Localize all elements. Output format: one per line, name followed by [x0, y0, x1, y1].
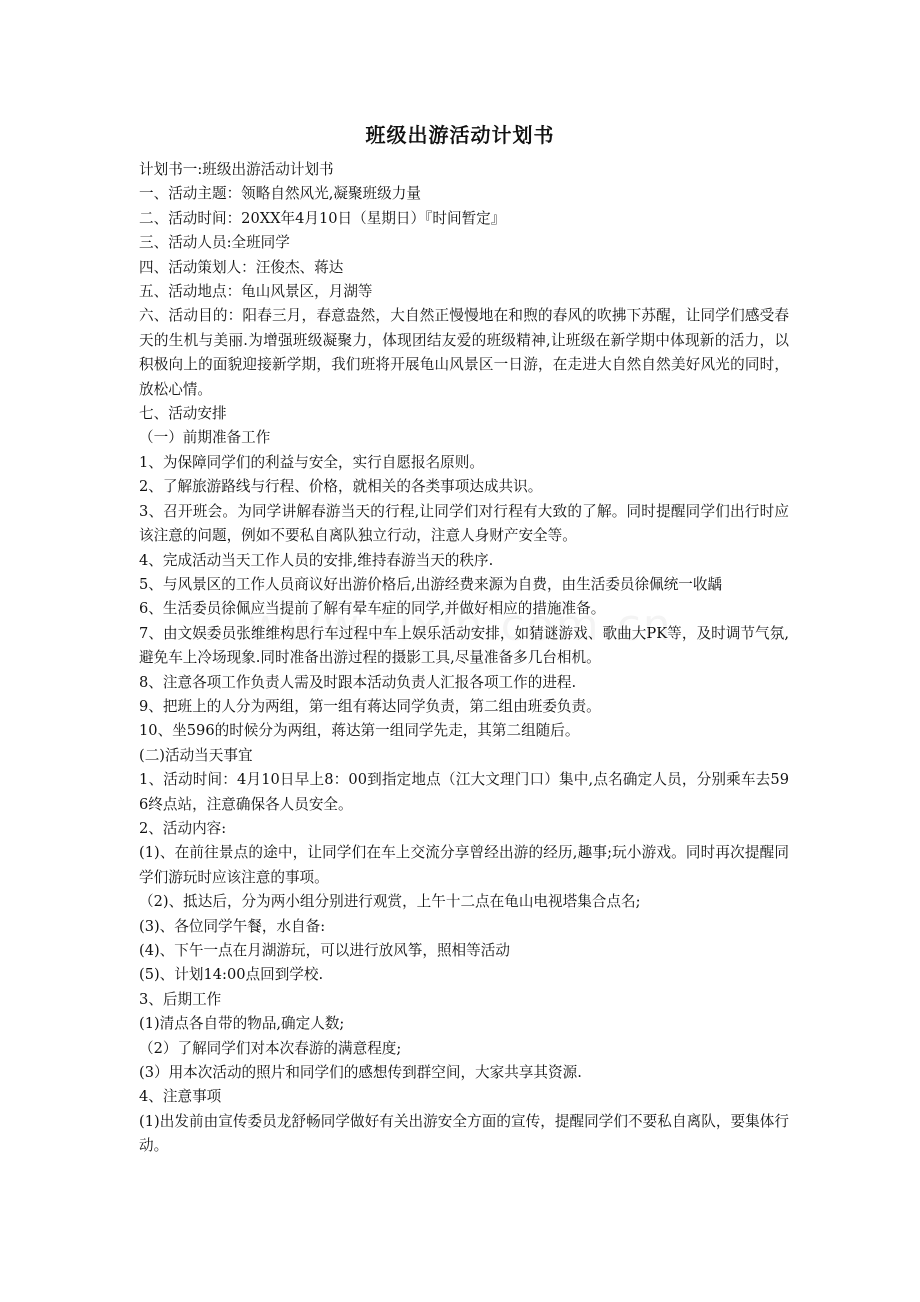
- paragraph: 一、活动主题：领略自然风光,凝聚班级力量: [139, 185, 421, 203]
- document-title: 班级出游活动计划书: [365, 123, 555, 147]
- paragraph: 6、生活委员徐佩应当提前了解有晕车症的同学,并做好相应的措施准备。: [139, 600, 606, 618]
- paragraph: 4、注意事项: [139, 1088, 222, 1106]
- paragraph: (1)出发前由宣传委员龙舒畅同学做好有关出游安全方面的宣传，提醒同学们不要私自离队，要集体行动。: [139, 1112, 789, 1155]
- paragraph: （2)、抵达后，分为两小组分别进行观赏，上午十二点在龟山电视塔集合点名;: [139, 893, 641, 911]
- paragraph: 2、了解旅游路线与行程、价格，就相关的各类事项达成共识。: [139, 478, 543, 496]
- paragraph: 二、活动时间：20XX年4月10日（星期日）『时间暂定』: [139, 209, 506, 227]
- paragraph: 2、活动内容:: [139, 819, 227, 837]
- paragraph: (1)清点各自带的物品,确定人数;: [139, 1015, 345, 1033]
- paragraph: 4、完成活动当天工作人员的安排,维持春游当天的秩序.: [139, 551, 494, 569]
- paragraph: 3、召开班会。为同学讲解春游当天的行程,让同学们对行程有大致的了解。同时提醒同学们出行时应该注意的问题，例如不要私自离队独立行动，注意人身财产安全等。: [139, 502, 789, 545]
- paragraph: 9、把班上的人分为两组，第一组有蒋达同学负责，第二组由班委负责。: [139, 697, 601, 715]
- paragraph: (3）用本次活动的照片和同学们的感想传到群空间，大家共享其资源.: [139, 1064, 582, 1082]
- paragraph: （一）前期准备工作: [139, 429, 271, 447]
- paragraph: 三、活动人员:全班同学: [139, 234, 290, 252]
- paragraph: (1)、在前往景点的途中，让同学们在车上交流分享曾经出游的经历,趣事;玩小游戏。同时再次提醒同学们游玩时应该注意的事项。: [139, 844, 789, 886]
- paragraph: 五、活动地点：龟山风景区，月湖等: [139, 283, 373, 301]
- paragraph: （2）了解同学们对本次春游的满意程度;: [139, 1039, 402, 1057]
- paragraph: (5)、计划14:00点回到学校.: [139, 966, 324, 984]
- paragraph: 8、注意各项工作负责人需及时跟本活动负责人汇报各项工作的进程.: [139, 673, 577, 691]
- paragraph: 七、活动安排: [139, 405, 227, 423]
- paragraph: (4)、下午一点在月湖游玩，可以进行放风筝，照相等活动: [139, 942, 510, 959]
- paragraph: 四、活动策划人：汪俊杰、蒋达: [139, 258, 344, 276]
- paragraph: 计划书一:班级出游活动计划书: [139, 161, 334, 178]
- paragraph: 3、后期工作: [139, 990, 222, 1008]
- paragraph: 5、与风景区的工作人员商议好出游价格后,出游经费来源为自费，由生活委员徐佩统一收龋: [139, 575, 723, 593]
- paragraph: 1、为保障同学们的利益与安全，实行自愿报名原则。: [139, 453, 484, 471]
- paragraph: 1、活动时间：4月10日早上8：00到指定地点（江大文理门口）集中,点名确定人员，分别乘车去596终点站，注意确保各人员安全。: [139, 771, 789, 813]
- paragraph: 10、坐596的时候分为两组，蒋达第一组同学先走，其第二组随后。: [139, 722, 580, 740]
- paragraph: 六、活动目的：阳春三月，春意盎然，大自然正慢慢地在和煦的春风的吹拂下苏醒，让同学们感受春天的生机与美丽.为增强班级凝聚力，体现团结友爱的班级精神,让班级在新学期中体现新的活力，以积极向上的面貌迎接新学期，我们班将开展龟山风景区一日游，在走进大自然自然美好风光的同时，放松心情。: [139, 307, 789, 398]
- paragraph: 7、由文娱委员张维维构思行车过程中车上娱乐活动安排，如猜谜游戏、歌曲大PK等，及时调节气氛,避免车上冷场现象.同时准备出游过程的摄影工具,尽量准备多几台相机。: [139, 624, 789, 667]
- paragraph: (3)、各位同学午餐，水自备:: [139, 917, 326, 935]
- document-body: [139, 158, 789, 1159]
- paragraph: (二)活动当天事宜: [139, 746, 253, 764]
